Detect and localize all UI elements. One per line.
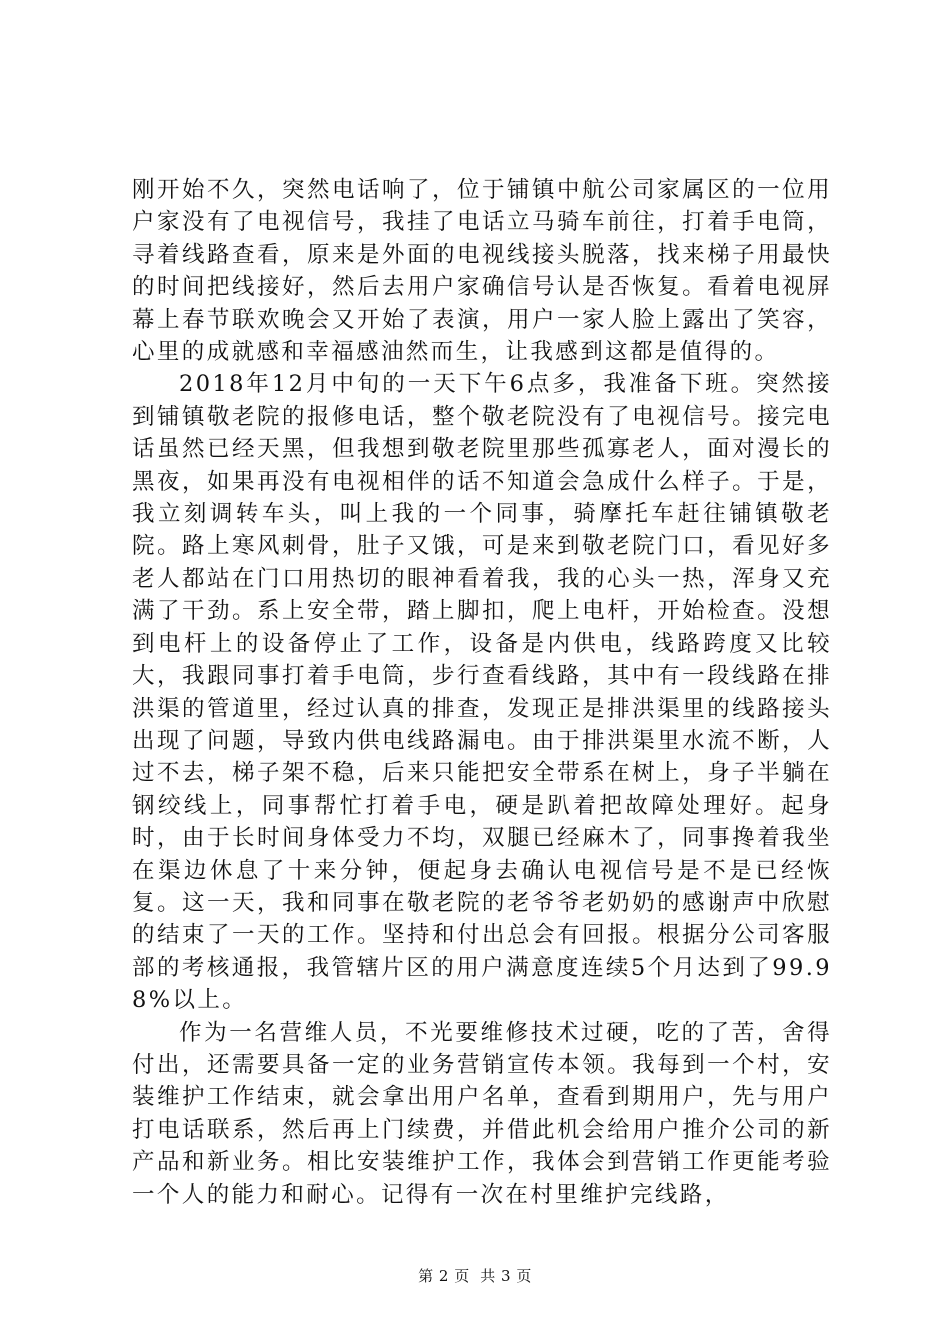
page-footer [0,1266,950,1286]
body-text [132,174,832,1211]
paragraph-continuation: 刚开始不久，突然电话响了，位于铺镇中航公司家属区的一位用户家没有了电视信号，我挂了电话立马骑车前往，打着手电筒，寻着线路查看，原来是外面的电视线接头脱落，找来梯子用最快的时间把线接好，然后去用户家确信号认是否恢复。看着电视屏幕上春节联欢晚会又开始了表演，用户一家人脸上露出了笑容，心里的成就感和幸福感油然而生，让我感到这都是值得的。 [132,177,832,366]
paragraph-nursing-home-repair: 2018年12月中旬的一天下午6点多，我准备下班。突然接到铺镇敬老院的报修电话，整个敬老院没有了电视信号。接完电话虽然已经天黑，但我想到敬老院里那些孤寡老人，面对漫长的黑夜，如果再没有电视相伴的话不知道会急成什么样子。于是，我立刻调转车头，叫上我的一个同事，骑摩托车赶往铺镇敬老院。路上寒风刺骨，肚子又饿，可是来到敬老院门口，看见好多老人都站在门口用热切的眼神看着我，我的心头一热，浑身又充满了干劲。系上安全带，踏上脚扣，爬上电杆，开始检查。没想到电杆上的设备停止了工作，设备是内供电，线路跨度又比较大，我跟同事打着手电筒，步行查看线路，其中有一段线路在排洪渠的管道里，经过认真的排查，发现正是排洪渠里的线路接头出现了问题，导致内供电线路漏电。由于排洪渠里水流不断，人过不去，梯子架不稳，后来只能把安全带系在树上，身子半躺在钢绞线上，同事帮忙打着手电，硬是趴着把故障处理好。起身时，由于长时间身体受力不均，双腿已经麻木了，同事搀着我坐在渠边休息了十来分钟，便起身去确认电视信号是不是已经恢复。这一天，我和同事在敬老院的老爷爷老奶奶的感谢声中欣慰的结束了一天的工作。坚持和付出总会有回报。根据分公司客服部的考核通报，我管辖片区的用户满意度连续5个月达到了99.98%以上。 [132,371,832,1014]
paragraph-marketing-work: 作为一名营维人员，不光要维修技术过硬，吃的了苦，舍得付出，还需要具备一定的业务营销宣传本领。我每到一个村，安装维护工作结束，就会拿出用户名单，查看到期用户，先与用户打电话联系，然后再上门续费，并借此机会给用户推介公司的新产品和新业务。相比安装维护工作，我体会到营销工作更能考验一个人的能力和耐心。记得有一次在村里维护完线路， [132,1019,832,1208]
page-number-label: 第 2 页 共 3 页 [418,1267,532,1285]
